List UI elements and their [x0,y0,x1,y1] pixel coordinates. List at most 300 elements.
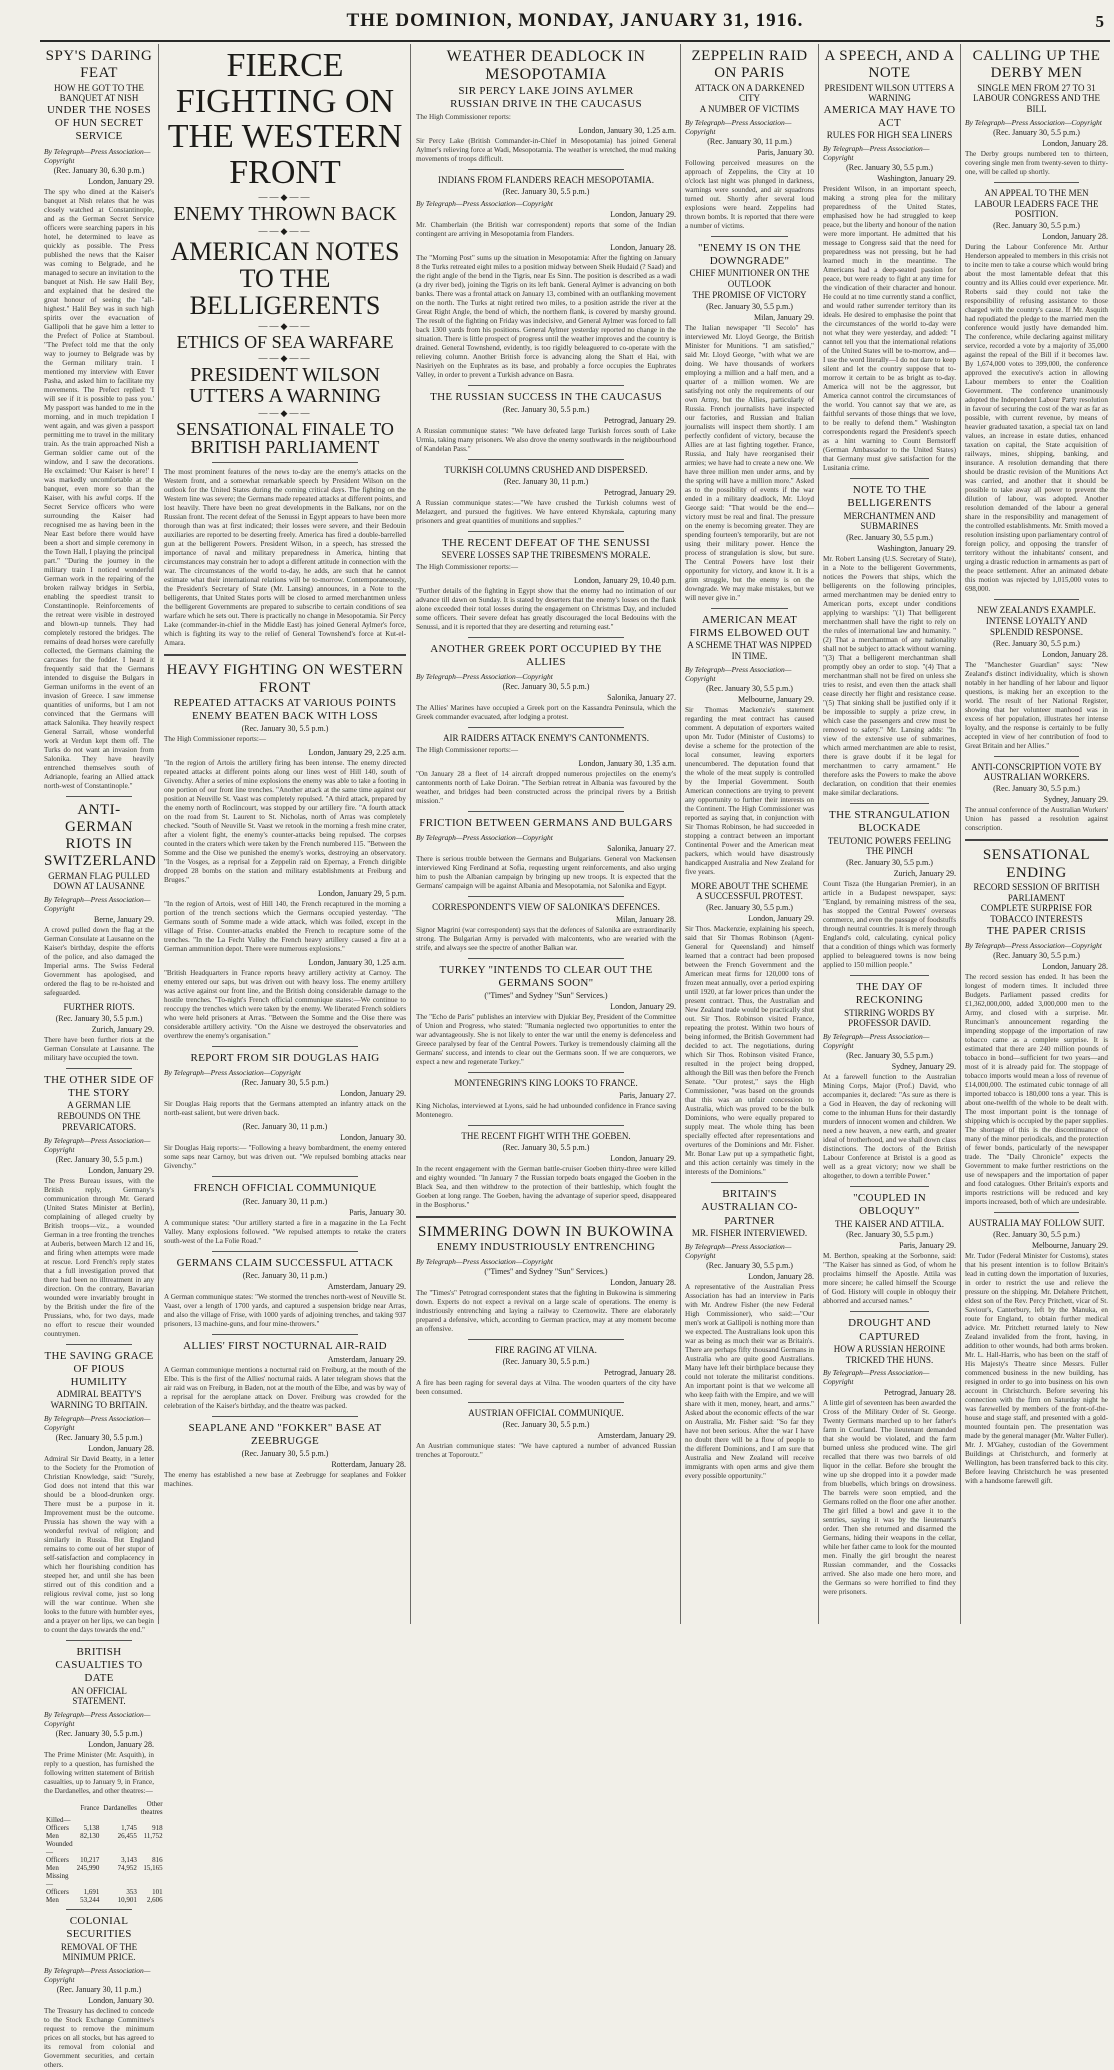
headline: ALLIES' FIRST NOCTURNAL AIR-RAID [183,1339,387,1352]
dateline: London, January 29. [88,1165,154,1175]
divider [66,1909,132,1910]
source-line: ("Times" and Sydney "Sun" Services.) [484,1267,608,1277]
table-cell: 26,455 [117,1832,137,1841]
dateline: London, January 29. [610,1002,676,1012]
table-cell: 816 [152,1856,163,1865]
headline: REPORT FROM SIR DOUGLAS HAIG [190,1052,380,1065]
article-other-side [44,1074,154,1339]
dateline: London, January 28. [610,1278,676,1288]
article-pious-humility [44,1350,154,1635]
headline: GERMANS CLAIM SUCCESSFUL ATTACK [176,1256,394,1269]
column-5 [823,48,956,1624]
masthead [40,6,1110,42]
byline: By Telegraph—Press Association—Copyright [416,1257,553,1267]
byline: By Telegraph—Press Association—Copyright [685,117,792,136]
subheadline: THE KAISER AND ATTILA. [835,1218,944,1229]
casualties-table [44,1800,165,1904]
subheadline: A NUMBER OF VICTIMS [699,104,800,115]
article-body: Sir Douglas Haig reports:— "Following a heavy bombardment, the enemy entered some saps near Carnoy, but was driven out. "We repulsed bombing attacks near Givenchy." [164,1144,406,1171]
headline: AUSTRIAN OFFICIAL COMMUNIQUE. [468,1408,624,1419]
headline: PRESIDENT WILSON UTTERS A WARNING [189,363,381,407]
table-header-cell: Dardanelles [103,1804,137,1813]
received-time: (Rec. January 30, 5.5 p.m.) [241,1078,329,1088]
subheadline: SIR PERCY LAKE JOINS AYLMER [458,84,634,97]
article-body: A little girl of seventeen has been awarded the Cross of the Military Order of St. George. Twenty Germans marched up to her father's farm in Courland. The lieutenant demanded that she would be violated, and the farm burned unless she produced wine. The girl recalled that there was two barrels of old liquor in the cellar. Before she brought the wine up she dropped into it a powder made from bluebells, which brings on drowsiness. The barrels were soon emptied, and the Germans rolled on the floor one after another. The girl filled a bowl and gave it to the sentries, saying it was by the lieutenant's order. Then she returned and disarmed the Germans, hiding their weapons in the cellar, while her father came to look for the mounted men. Finally the girl brought the nearest Russian commander, and the Cossacks arrived. She also made one hero more, and the Germans so were horrified to find they were prisoners. [823,1399,956,1597]
table-header-cell: France [80,1804,100,1813]
received-time: (Rec. January 30, 5.5 p.m.) [502,186,590,196]
article-body: The enemy has established a new base at Zeebrugge for seaplanes and Fokker machines. [164,1471,406,1489]
dateline: Paris, January 27. [619,1091,676,1101]
subheadline: LABOUR LEADERS FACE THE POSITION. [974,198,1099,220]
column-rule [158,44,159,1624]
received-time: (Rec. January 30, 5.5 p.m.) [502,1420,590,1430]
byline: By Telegraph—Press Association—Copyright [44,1135,151,1154]
article-body: The "Echo de Paris" publishes an interview with Djukiar Bey, President of the Committee of Union and Progress, who stated: "Rumania neglected two opportunities to enter the war advantageously. She is not likely to enter the war until the enemy is defenceless and Greece paralysed by fear of the Central Powers. Turkey is tremendously claiming all the Germans' success, and intends to clear out the Germans soon. If we are conquerors, we expect a new and regenerate Turkey." [416,1013,676,1067]
divider [850,478,930,479]
subheadline: ENEMY INDUSTRIOUSLY ENTRENCHING [436,1241,656,1254]
article-body: The Press Bureau issues, with the British reply, Germany's communication through Mr. Gerard (United States Minister at Berlin), complaining of alleged cruelty by British troops—viz., a wounded German in a tree fronting the trenches at Auberis, between March 12 and 16, and firing when attempts were made at rescue. Lord French's reply states that a full investigation proved that there had been no illtreatment in any direction. On the contrary, Bavarian wounded were invariably brought in by the British under the fire of the Prussians, who, for two days, made no effort to rescue their wounded countrymen. [44,1176,154,1338]
article-body: A communique states: "Our artillery started a fire in a magazine in the La Fecht Valley. Many explosions followed. "We repulsed attempts to retake the craters south-west of the La Folie Road." [164,1218,406,1245]
article-body: The Italian newspaper "Il Secolo" has interviewed Mr. Lloyd George, the British Minister for Munitions. "I am satisfied," said Mr. Lloyd George, "with what we are doing. We have thousands of workers employing a million and a half men, and a quarter of a million women. We are satisfying not only the requirements of our own Army, but the Allies, particularly of Russia. French journalists have inspected our factories, and Russian and Italian journalists will inspect them shortly. I am perfectly confident of victory, because the Allies are at last fighting together. France, Russia, and Italy have reorganised their armies; we have had to create a new one. We have three million men under arms, and by the spring will have a million more." Asked as to the possibility of events if the war ended in a military deadlock, Mr. Lloyd George said: "That would be the end—victory must be real and final. The pressure on the enemy is becoming greater. They are spending fourteen's temporarily, but are not using their military power. Hence the process of strangulation is slow, but sure. The Central Powers have lost their opportunity for victory, and know it. It is a grim struggle, but the enemy is on the downgrade. We may make mistakes, but we will never give in." [685,323,815,602]
subheadline: GERMAN FLAG PULLED DOWN AT LAUSANNE [48,870,150,892]
table-cell: 53,244 [80,1896,100,1905]
received-time: (Rec. January 30, 5.5 p.m.) [993,127,1080,137]
byline: By Telegraph—Press Association—Copyright [164,1068,301,1078]
article-body: An Austrian communique states: "We have captured a number of advanced Russian trenches at Toporoutz." [416,1442,676,1460]
received-time: (Rec. January 30, 5.5 p.m.) [502,1357,590,1367]
subheadline: RUSSIAN DRIVE IN THE CAUCASUS [450,97,642,110]
column-6 [965,48,1108,1624]
divider [212,1416,357,1417]
subheadline: TEUTONIC POWERS FEELING THE PINCH [827,835,952,857]
subheadline: ATTACK ON A DARKENED CITY [694,82,805,104]
source-line: The High Commissioner reports:— [416,746,519,755]
received-time: (Rec. January 30, 5.5 p.m.) [706,683,793,693]
headline: NOTE TO THE BELLIGERENTS [847,484,932,510]
ornament: ——◆—— [258,352,312,363]
headline: BRITISH CASUALTIES TO DATE [55,1645,143,1685]
dateline: London, January 30, 1.25 a.m. [578,126,676,136]
table-cell [75,1872,102,1888]
table-cell: 10,217 [80,1856,100,1865]
article-body: M. Berthon, speaking at the Sorbonne, said: "The Kaiser has sinned as God, of whom he proclaims himself the Apostle. Attila was more sincere; he called himself the Scourge of God. History will couple in obloquy their abhorred and accursed names." [823,1252,956,1306]
headline: THE RECENT FIGHT WITH THE GOEBEN. [461,1131,631,1142]
subheadline: PRESIDENT WILSON UTTERS A WARNING [824,82,955,104]
byline: By Telegraph—Press Association—Copyright [44,1710,151,1729]
article-body: King Nicholas, interviewed at Lyons, said he had unbounded confidence in France saving Montenegro. [416,1102,676,1120]
received-time: (Rec. January 30, 5.5 p.m.) [241,724,329,734]
headline: AMERICAN NOTES TO THE BELLIGERENTS [170,236,400,321]
article-body: Sir Thos. Mackenzie, explaining his speech, said that Sir Thomas Robinson (Agent-General for Queensland) and himself learned that a contract had been proposed between the French Government and the American meat firms for 120,000 tons of frozen meat annually, over a period expiring until 1920, at far lower prices than under the present contract. Thus, the Australian and New Zealand trade would be practically shut out. Sir Thos. Robinson visited France, repeating the protest. Within two hours of being informed, the British Government had decided to act. The negotiations, during which Sir Thos. Robinson visited France, resulted in the project being dropped, although the Bill was then before the French Senate. "Our protest," says the High Commissioner, "was based on the grounds that this was an unfair concession to Australia, which was proved to be the bulk Dominions, who were equally prepared to supply meat. The whole thing has been specially effected after representations and overtures of the Dominions and Mr. Fisher. Mr. Bonar Law put up a sympathetic fight, and this action certainly was timely in the interests of the Dominions." [685,925,814,1177]
article-body: "In the region of Artois, west of Hill 140, the French recaptured in the morning a portion of the trench sections which the Germans occupied yesterday. "The Germans south of Somme made a wide attack, which was foiled, except in the village of Frise. Counter-attacks enabled the French to recapture some of the trenches. "In the La Fecht Valley the French heavy artillery caused a fire at a German ammunition depot. There were numerous explosions." [164,900,406,954]
article-body: "British Headquarters in France reports heavy artillery activity at Carnoy. The enemy entered our saps, but was driven out with heavy loss. The enemy artillery was active against our front line, and the British doing considerable damage to the hostile trenches. "To-night's French official communique states:—We continue to reoccupy the trenches which were taken by the enemy. We liberated French soldiers who were held prisoners at Arras. "Between the Somme and the Oise there was considerable artillery activity. "On the Aisne we destroyed the observatories and overthrew the enemy's organisation." [164,969,406,1041]
article-body: President Wilson, in an important speech, making a strong plea for the military preparedness of the United States, emphasised how he had struggled to keep peace, but the liberty and honour of the nation were more important. He admitted that his message to Congress said that the need for preparedness was not pressing, but he had learned much in the meantime. The Americans had a deep-seated passion for peace, but were ready to fight at any time for the vindication of their character and honour. He could at no time currently stand a conflict, and would rather surrender territory than its ideals. He desired to emphasise the point that the circumstances of the world to-day were not what they were yesterday, and added: "I cannot tell you that the international relations of the United States will be to-morrow, and—I use the word literally—I do not dare to keep silent and let the country suppose that to-morrow it certain to be as bright as to-day. America will not be the aggressor, but America cannot control the circumstances of the world. You cannot say that we are, as faithful servants of those things that we love, to be really to defend them." Washington correspondents regard the President's speech as a hint warning to Count Bernstorff (German Ambassador to the United States) that Germany must give satisfaction for the Lusitania crime. [823,185,956,473]
divider [994,1212,1080,1213]
table-cell: 82,130 [80,1832,100,1841]
article-body: Mr. Chamberlain (the British war correspondent) reports that some of the Indian contingent are arriving in Mesopotamia from Flanders. [416,220,676,238]
received-time: (Rec. January 30, 5.5 p.m.) [993,638,1080,648]
table-cell [75,1840,102,1856]
article-colonial-securities [44,1915,154,2070]
received-time: (Rec. January 30, 5.5 p.m.) [706,1260,793,1270]
byline: By Telegraph—Press Association—Copyright [965,117,1102,127]
source-line: ("Times" and Sydney "Sun" Services.) [484,991,608,1001]
table-row [44,1864,165,1872]
column-rule [410,44,411,1624]
dateline: London, January 29. [340,1089,406,1099]
subheadline: REMOVAL OF THE MINIMUM PRICE. [60,1941,138,1963]
dateline: London, January 28. [1042,232,1108,242]
dateline: Salonika, January 27. [607,693,676,703]
headline: THE RUSSIAN SUCCESS IN THE CAUCASUS [430,390,662,403]
received-time: (Rec. January 30, 11 p.m.) [242,1270,328,1280]
received-time: (Rec. January 30, 5.5 p.m.) [993,1229,1080,1239]
headline: THE RECENT DEFEAT OF THE SENUSSI [442,536,650,549]
article-body: "On January 28 a fleet of 14 aircraft dropped numerous projectiles on the enemy's cantonments north of Lake Doiran. "The Serbian retreat in Albania was favoured by the weather, and bridges had been constructed across the principal rivers by a British mission." [416,770,676,806]
table-row [44,1888,165,1896]
divider [468,1125,624,1126]
divider [468,896,624,897]
source-line: The High Commissioner reports:— [164,735,267,744]
source-line: The High Commissioner reports: [416,113,511,122]
subheadline: INTENSE LOYALTY AND SPLENDID RESPONSE. [985,616,1088,637]
headline: SEAPLANE AND "FOKKER" BASE AT ZEEBRUGGE [188,1421,382,1448]
divider [468,1339,624,1340]
table-cell [139,1816,165,1824]
received-time: (Rec. January 30, 11 p.m.) [707,136,792,146]
divider [711,1182,788,1183]
article-body: A crowd pulled down the flag at the German Consulate at Lausanne on the Kaiser's birthday, despite the efforts of the police, and also damaged the Imperial arms. The Swiss Federal Government has apologised, and ordered the flag to be re-hoisted and safeguarded. [44,926,154,998]
headline: "COUPLED IN OBLOQUY" [853,1192,926,1218]
subheadline: FURTHER RIOTS. [63,1002,135,1013]
dateline: Zurich, January 29. [893,869,956,879]
received-time: (Rec. January 30, 11 p.m.) [503,476,589,486]
divider [994,599,1080,600]
column-1 [44,48,163,2070]
divider [468,169,624,170]
divider [66,1068,132,1069]
received-time: (Rec. January 30, 5.5 p.m.) [993,221,1080,231]
divider [468,1402,624,1403]
byline: By Telegraph—Press Association—Copyright [44,146,151,165]
ornament: ——◆—— [258,191,312,202]
subheadline: AMERICA MAY HAVE TO ACT [823,104,956,130]
dateline: Amsterdam, January 29. [597,1431,676,1441]
article-body: The Prime Minister (Mr. Asquith), in reply to a question, has furnished the following written statement of British casualties, up to January 9, in France, the Dardanelles, and other theatres:— [44,1751,154,1796]
byline: By Telegraph—Press Association—Copyright [823,1368,930,1387]
table-cell [139,1840,165,1856]
headline: AN APPEAL TO THE MEN [984,187,1089,198]
dateline: London, January 29. [88,176,154,186]
dateline: London, January 28. [1042,962,1108,972]
divider [468,811,624,812]
headline: COLONIAL SECURITIES [66,1915,132,1941]
headline: CORRESPONDENT'S VIEW OF SALONIKA'S DEFENCES. [432,902,660,913]
article-body: Admiral Sir David Beatty, in a letter to the Society for the Promotion of Christian Knowledge, said: "Surely, God does not intend that this war should be a blood-drunken orgy. There must be a purpose in it. Improvement must be the outcome. Prussia has shown the way with a wonderful revival of religion; and similarly in Russia. But England remains to come out of her stupor of self-satisfaction and complacency in which her flourishing condition has steeped her, and until she has been stirred out of this condition and a religious revival come, just so long will the war continue. When she looks to the future with humbler eyes, and a prayer on her lips, we can begin to count the days towards the end." [44,1454,154,1634]
divider [468,385,624,386]
article-body: "Further details of the fighting in Egypt show that the enemy had no intimation of our advance till dawn on Sunday. It is stated by deserters that the enemy's losses on the flank alone exceeded their total losses during the engagement on Christmas Day, and included some officers. Their severe defeat has greatly discouraged the local Bedouins with the Senussi, and it is reported that they are deserting and returning east." [416,586,676,631]
divider [212,1334,357,1335]
dateline: Petrograd, January 29. [604,487,676,497]
ornament: ——◆—— [258,225,312,236]
dateline: London, January 30, 1.35 a.m. [578,759,676,769]
divider [66,1344,132,1345]
table-cell: 2,606 [146,1896,163,1905]
headline: "ENEMY IS ON THE DOWNGRADE" [697,241,802,268]
headline: FRICTION BETWEEN GERMANS AND BULGARS [419,817,673,830]
dateline: Petrograd, January 28. [884,1388,956,1398]
table-row [44,1816,165,1824]
column-3 [416,48,676,1624]
byline: By Telegraph—Press Association—Copyright [823,1032,930,1051]
dateline: London, January 28. [610,242,676,252]
article-body: At a farewell function to the Australian Mining Corps, Major (Prof.) David, who accompanies it, declared: "As sure as there is a God in Heaven, the day of reckoning will come to the inhuman Huns for their dastardly murders of innocent women and children. We need a new heaven, a new earth, and greater ideal of brotherhood, and we shall down class distinctions. The doctors of the British Labour Conference at Bristol is a good as well as a great victory; now we shall be altogether, to down a terrible Power." [823,1073,956,1181]
headline: NEW ZEALAND'S EXAMPLE. [977,605,1096,616]
dateline: Paris, January 29. [899,1241,956,1251]
table-cell [101,1872,138,1888]
divider [850,803,930,804]
dateline: London, January 28. [1042,138,1108,148]
byline: By Telegraph—Press Association—Copyright [44,1966,151,1985]
article-body: A fire has been raging for several days at Vilna. The wooden quarters of the city have been consumed. [416,1379,676,1397]
article-body: The "Manchester Guardian" says: "New Zealand's distinct individuality, which is shown notably in her handling of her labour and liquor questions, is making her an exception to the world. The result of her National Register, showing that her volunteer manhood was in excess of her population, illustrates her intense loyalty, and the response is certainly to be fully accepted in view of her contribution of food to Great Britain and her Allies." [965,660,1108,750]
article-body: The Derby groups numbered ten to thirteen, covering single men from twenty-seven to thirty-one, will be called up shortly. [965,149,1108,176]
dateline: London, January 30, 1.25 a.m. [308,958,406,968]
subheadline: THE PROMISE OF VICTORY [692,289,807,300]
table-cell: Men [46,1896,59,1905]
main-headline: FIERCE FIGHTING ON THE WESTERN FRONT [167,47,403,192]
divider [468,727,624,728]
dateline: Sydney, January 29. [891,1062,956,1072]
divider [850,1186,930,1187]
dateline: Zurich, January 29. [91,1025,154,1035]
divider [468,531,624,532]
dateline: Washington, January 29. [877,174,956,184]
article-body: The spy who dined at the Kaiser's banquet at Nish relates that he was closely watched at Constantinople, and as the German Secret Service officers were searching papers in his hotel, he determined to leave as quickly as possible. The Press published the news that the Kaiser was coming to Belgrade, and he managed to secure an invitation to the banquet at Nish. He saw Halil Bey, and explained that he desired the great honour of seeing the "all-highest." Halil Bey was in such high spirits over the evacuation of Gallipoli that he gave him a letter to the Prefect of Police at Stamboul. "The Prefect told me that the only way to journey to Belgrade was by the German military train. I mentioned my interview with Enver Pasha, and asked him to facilitate my movements. The Prefect replied: 'I will see if it is possible to pass you.' My passport was handed to me in the morning, and in much trepidation I went again, and was given a passport permitting me to travel in the military train. As the train approached Nish a German soldier came out of the window, and I saw the decorations. He exclaimed: 'Our Kaiser is here!' I was markedly uncomfortable at the banquet, even more so than the Kaiser, with his awful corps. If the Secret Service officers who were surrounding the Kaiser had recognised me as having been in the Near East before there would have been a short and simple ceremony in the Town Hall, I playing the principal part." "During the journey in the military train I noticed wonderful German work in the repairing of the broken railway bridges in Serbia, enabling the speediest transit to Constantinople. Reinforcements of the retreat were visible in destroyed and blown-up tunnels. They had completely restored the bridges. The remains of dead horses were carefully collected, the Germans claiming the carcases for the fodder. I heard it frequently said that the Germans intended to disguise the Bulgars in German uniforms in the event of an invasion of Greece. I saw immense quantities of uniforms, but I am not convinced that the Germans will attack Salonika. They heavily respect General Sarrail, whose wonderful work at Verdun kept them off. The Turks do not want an invasion from Salonika. They have heavily entrenched themselves south of Adrianople, fearing an Allied attack north-west of Constantinople." [44,187,154,790]
headline: DROUGHT AND CAPTURED [848,1317,931,1343]
article-body: In the recent engagement with the German battle-cruiser Goeben thirty-three were killed and eighty wounded. "In January 7 the Russian torpedo boats engaged the Goeben in the Black Sea, and then withdrew to the protection of their battleship, which fought the Goeben at long range. The Goeben, having the advantage of superior speed, disappeared in the Bosphorus." [416,1165,676,1210]
article-body: The "Times's" Petrograd correspondent states that the fighting in Bukowina is simmering down. Experts do not expect a revival on a large scale of operations. The enemy is industriously entrenching and laying a railway to Czernowitz. There are elaborately prepared a defensive, which, according to German practice, may at any moment become an offensive. [416,1289,676,1334]
article-body: Signor Magrini (war correspondent) says that the defences of Salonika are extraordinarily strong. The Bulgarian Army is pervaded with malcontents, who are wearied with the strife, and always see the spectre of another Balkan war. [416,926,676,953]
received-time: (Rec. January 30, 5.5 p.m.) [502,1143,590,1153]
subheadline: SINGLE MEN FROM 27 TO 31 [977,82,1096,93]
headline: MONTENEGRIN'S KING LOOKS TO FRANCE. [454,1078,638,1089]
headline: THE SAVING GRACE OF PIOUS HUMILITY [44,1349,154,1389]
headline: FIRE RAGING AT VILNA. [495,1345,597,1356]
table-row [44,1840,165,1856]
table-header-row [44,1800,165,1816]
headline: ETHICS OF SEA WARFARE [176,331,394,352]
headline: FRENCH OFFICIAL COMMUNIQUE [193,1182,377,1195]
table-cell: 353 [126,1888,137,1897]
column-rule [960,44,961,1624]
article-body: A Russian communique states:—"We have crushed the Turkish columns west of Melazgert, and pursued the fugitives. We have entered Khynskala, capturing many prisoners and great quantities of munitions and supplies." [416,498,676,525]
table-cell: Killed— [46,1816,71,1825]
subheadline: A GERMAN LIE REBOUNDS ON THE PREVARICATORS. [57,1100,141,1133]
masthead-title: THE DOMINION, MONDAY, JANUARY 31, 1916. [346,10,804,31]
article-body: A representative of the Australian Press Association has had an interview in Paris with Mr. Andrew Fisher (the new Federal High Commissioner), who said:—"Our men's work at Gallipoli is nothing more than we expected. The Australians look upon this war as being as much their war as Britain's. There are perhaps fifty thousand Germans in Australia who are quite good Australians. Many have left their birthplace because they could not tolerate the militarist conditions. An important point is that we welcome all who keep faith with the Empire, and we will share with it men, money, heart, and arms." Asked about the economic effects of the war on Australia, Mr. Fisher said: "So far they have not been serious. After the war I have no doubt there will be a flow of people to the different Dominions, and I am sure that Australia and New Zealand will receive immigrants with open arms and give them every possible opportunity." [685,1282,814,1480]
headline: SENSATIONAL FINALE TO BRITISH PARLIAMENT [176,418,394,458]
ornament: ——◆—— [258,407,312,418]
subheadline: AN OFFICIAL STATEMENT. [71,1685,127,1707]
subheadline: RECORD SESSION OF BRITISH PARLIAMENT [973,881,1100,903]
dateline: Paris, January 30. [757,147,814,157]
divider [468,958,624,959]
received-time: (Rec. January 30, 5.5 p.m.) [993,951,1080,961]
table-cell: Men [46,1832,59,1841]
dateline: London, January 29, 10.40 p.m. [574,575,676,585]
subheadline: A SCHEME THAT WAS NIPPED IN TIME. [687,640,812,661]
table-cell: 1,745 [121,1824,137,1833]
divider [850,1311,930,1312]
ornament: ——◆—— [258,320,312,331]
table-row [44,1896,165,1904]
column-rule [680,44,681,1624]
received-time: (Rec. January 30, 5.5 p.m.) [846,1230,933,1240]
table-cell: 74,952 [117,1864,137,1873]
subheadline: ADMIRAL BEATTY'S WARNING TO BRITAIN. [50,1389,148,1411]
dateline: Washington, January 29. [877,544,956,554]
received-time: (Rec. January 30, 5.5 p.m.) [846,163,933,173]
divider [66,1640,132,1641]
table-cell: 5,138 [83,1824,100,1833]
received-time: (Rec. January 30, 5.5 p.m.) [706,301,793,311]
article-british-casualties [44,1645,163,1905]
article-body: Count Tisza (the Hungarian Premier), in an article in a Budapest newspaper, says: "England, by remaining mistress of the sea, has stopped the Central Powers' overseas commerce, and even the passage of foodstuffs through neutral countries. It is merely through England's cold, calculating, cynical policy that a condition of things which was formerly applied to beleaguered towns is now being applied to 150 million people." [823,880,956,970]
subheadline: RULES FOR HIGH SEA LINERS [826,130,953,141]
table-cell [75,1816,102,1824]
headline: THE OTHER SIDE OF THE STORY [44,1074,154,1100]
headline: A SPEECH, AND A NOTE [824,48,955,82]
divider [212,462,357,463]
headline: WEATHER DEADLOCK IN MESOPOTAMIA [446,48,646,84]
subheadline: THE PAPER CRISIS [986,924,1087,937]
divider [416,1216,676,1218]
article-spys-daring-feat [44,48,154,791]
article-body: The Treasury has declined to concede to the Stock Exchange Committee's request to remove the minimum prices on all stocks, but has agreed to its removal from colonial and Government securities, and certain others. [44,2007,154,2070]
dateline: London, January 28. [748,1271,814,1281]
headline: HEAVY FIGHTING ON WESTERN FRONT [166,662,404,696]
table-cell: Wounded— [46,1840,73,1857]
table-cell: Officers [46,1888,69,1897]
article-body: Sir Percy Lake (British Commander-in-Chief in Mesopotamia) has joined General Aylmer's relieving force at Wadi, Mesopotamia. The weather is wretched, the mud making movements of troops difficult. [416,137,676,164]
subheadline: MR. FISHER INTERVIEWED. [691,1227,808,1238]
dateline: Melbourne, January 29. [738,694,814,704]
received-time: (Rec. January 30, 6.30 p.m.) [53,165,145,175]
dateline: London, January 28. [88,1443,154,1453]
dateline: Amsterdam, January 29. [327,1354,406,1364]
article-body: The Allies' Marines have occupied a Greek port on the Kassandra Peninsula, which the Greek commander evacuated, after lodging a protest. [416,704,676,722]
byline: By Telegraph—Press Association—Copyright [416,672,553,682]
dateline: London, January 29. [610,1154,676,1164]
byline: By Telegraph—Press Association—Copyright [965,941,1102,951]
received-time: (Rec. January 30, 11 p.m.) [56,1985,142,1995]
divider [994,756,1080,757]
article-body: There is serious trouble between the Germans and Bulgarians. General von Mackensen interviewed King Ferdinand at Sofia, requesting urgent reinforcements, and also urging him to push the Albanian campaign by bringing up new troops. It is expected that the Germans' campaign will be against Albania and Mesopotamia, not Salonika and Egypt. [416,855,676,891]
article-body: Mr. Robert Lansing (U.S. Secretary of State), in a Note to the belligerent Governments, notices the Powers that ships, which the belligerents on the following principles, armed merchantmen may be denied entry to American ports, except under conditions applying to warships: "(1) That belligerent merchantmen shall have the right to rely on the rules of international law and humanity. "(2) That a merchantman of any nationality shall not be subject to attack without warning. "(3) That a belligerent merchantman shall promptly obey an order to stop. "(4) That a merchantman shall not be fired on unless she tries to resist, and even then the attack shall cease directly her flight and resistance cease. "(5) That sinking shall be justified only if it be impossible to supply a prize crew, in which case the passengers and crew must be removed to safety." Mr. Lansing adds: "In view of the extensive use of submarines, which armed merchantmen are able to resist, there is grave doubt if it be legal for merchantmen to carry armament." He therefore asks the Powers to make the above declaration, on condition that their enemies make similar declarations. [823,555,956,798]
dateline: Milan, January 29. [754,312,814,322]
table-row [44,1832,165,1840]
received-time: (Rec. January 30, 5.5 p.m.) [241,1449,329,1459]
headline: SPY'S DARING FEAT [45,48,153,82]
table-cell: Officers [46,1856,69,1865]
headline: THE STRANGULATION BLOCKADE [829,809,950,835]
divider [468,637,624,638]
subheadline: HOW A RUSSIAN HEROINE TRICKED THE HUNS. [833,1343,946,1365]
divider [994,182,1080,183]
divider [468,459,624,460]
table-row [44,1824,165,1832]
article-body: A Russian communique states: "We have defeated large Turkish forces south of Lake Urmia, taking many prisoners. We also drove the enemy southwards in the neighbourhood of Kandelan Pass." [416,427,676,454]
article-body: The annual conference of the Australian Workers' Union has passed a resolution against conscription. [965,806,1108,833]
column-2 [164,48,406,1624]
byline: By Telegraph—Press Association—Copyright [44,895,151,914]
headline: ZEPPELIN RAID ON PARIS [691,48,808,82]
received-time: (Rec. January 30, 5.5 p.m.) [55,1154,143,1164]
news-summary: The most prominent features of the news to-day are the enemy's attacks on the Western front, and a somewhat remarkable speech by President Wilson on the outlook for the United States during the coming critical days. The fighting on the Western line was severe; the Germans made repeated attacks at different points, and lost heavily. There have been no great developments in the Balkans, nor on the Russian front. The recent defeat of the Senussi in Egypt appears to have been more thorough than was at first indicated; their losses were severe, and their Bedouin auxiliaries are reported to be deserting freely. America has fired a double-barrelled gun at the belligerent Powers. President Wilson, in a speech, has stressed the importance of naval and military preparedness in America, hinting that circumstances may constrain her to adopt a different attitude in connection with the war. The circumstances of the world to-day, he adds, are such that he cannot estimate what their international relations will be to-morrow. Contemporaneously, the President's Secretary of State (Mr. Lansing) announces, in a Note to the belligerents, that United States ports will be closed to armed merchantmen unless the belligerent Governments are prepared to subscribe to certain conditions of sea warfare which he sets out. There is practically no change in Mesopotamia. Sir Percy Lake (commander-in-chief in the Middle East) has joined General Aylmer's force, which is fighting its way to the relief of General Townshend's force at Kut-el-Amara. [164,468,406,648]
dateline: London, January 29. [610,209,676,219]
dateline: London, January 30. [88,1996,154,2006]
table-cell: 15,165 [143,1864,163,1873]
headline: ENEMY THROWN BACK [173,202,397,225]
table-cell: 918 [152,1824,163,1833]
headline: CALLING UP THE DERBY MEN [972,48,1101,82]
subheadline: LABOUR CONGRESS AND THE BILL [972,93,1101,115]
article-body: The "Morning Post" sums up the situation in Mesopotamia: After the fighting on January 8 the Turks retreated eight miles to a position midway between Sheik Hudaid (? Saad) and the right angle of the bend in the Tigris, near Es Sinn. The position is described as a wadi (a dry river bed), joining the Tigris on its left bank. General Aylmer is advancing on both banks. There was a frontal attack on January 13, combined with an outflanking movement on the north. The Turks at night retired two miles, to a position astride the river at the Great Right Angle, the bend of which, the northern flank, is covered by marshy ground. The result of the fighting on Friday was indecisive, and General Aylmer was forced to fall back 1300 yards from his positions. General Aylmer yesterday reported no change in the situation. There is little prospect of progress until the weather improves and the country is drained. General Townshend, evidently, is too rigidly beleaguered to co-operate with the relieving column. Another British force is advancing along the Shatt el Hai, with Nasiriyeh on the Euphrates as its base, and probably a force occupies the Euphrates Valley, in order to prevent a Turkish advance on Basra. [416,253,676,379]
column-4 [685,48,814,1624]
table-cell: 11,752 [143,1832,163,1841]
subheadline: COMPLETE SURPRISE FOR TOBACCO INTERESTS [980,903,1093,925]
article-body: There have been further riots at the German Consulate at Lausanne. The military have occupied the town. [44,1036,154,1063]
source-line: The High Commissioner reports:— [416,562,519,571]
headline: TURKEY "INTENDS TO CLEAR OUT THE GERMANS SOON" [439,964,653,990]
divider [711,608,788,609]
divider [212,1251,357,1252]
article-body: "In the region of Artois the artillery firing has been intense. The enemy directed repeated attacks at different points along our lines west of Hill 140, south of Givenchy. After a series of mine explosions the enemy was able to take a footing in one portion of our front line trenches. "Another attack at the same time against our position at Neuville St. Vaast was completely repulsed. "A third attack, prepared by the enemy north of Roclincourt, was stopped by our artillery fire. "A fourth attack on the road from St. Laurent to St. Nicholas, north of Arras was completely checked. "South of Neuville St. Vaast we retook in the morning a fresh mine crater, after a violent fight, the enemy's counter-attacks being repulsed. The corpses counted in the craters which were taken by the French numbered 115. "Between the Somme and the Oise we punished the enemy's works, destroying an observatory. "In the Vosges, as a reprisal for a Zeppelin raid on Epernay, a French dirigible dropped 28 bombs on the station and military establishments at Freiburg and Bruges." [164,759,406,885]
subheadline: CHIEF MUNITIONER ON THE OUTLOOK [689,268,810,290]
table-cell [139,1872,165,1888]
article-anti-german-riots [44,801,157,1063]
divider [468,1072,624,1073]
headline: INDIANS FROM FLANDERS REACH MESOPOTAMIA. [437,175,655,186]
divider [212,1046,357,1047]
article-body: Mr. Tudor (Federal Minister for Customs), states that his present intention is to follow Britain's lead in cutting down the importation of luxuries, in order to restrict the use and relieve the pressure on the shipping. Mr. Delahere Pritchett, eldest son of the Rev. Percy Pritchett, vicar of St. Saviour's, Canterbury, left by the Manuka, en route for England, to obtain further medical advice. Mr. Pritchett returned lately to New Zealand invalided from the front, having, in addition to other wounds, had both arms broken. Mr. L. Hall-Harris, who has been on the staff of His Majesty's Theatre since Messrs. Fuller commenced business in the new building, has resigned in order to go into business on his own account in Christchurch. Before severing his connection with the firm on Saturday night he was farewelled by members of the front-of-the-house and stage staff, and presented with a gold-mounted fountain pen. The presentation was made by the general manager (Mr. Walter Fuller). Mr. J. M'Gahey, custodian of the Government Buildings at Christchurch, and formerly at Wellington, has been transferred back to this city. Before leaving Christchurch he was presented with a handsome farewell gift. [965,1251,1108,1485]
subheadline: HOW HE GOT TO THE BANQUET AT NISH [54,82,144,104]
subheadline: ENEMY BEATEN BACK WITH LOSS [192,710,378,722]
divider [850,975,930,976]
table-cell: 1,691 [83,1888,100,1897]
received-time: (Rec. January 30, 5.5 p.m.) [55,1729,143,1739]
dateline: Amsterdam, January 29. [327,1281,406,1291]
subheadline: MORE ABOUT THE SCHEME [691,880,808,891]
article-body: Sir Thomas Mackenzie's statement regarding the meat contract has caused comment. A deputation of exporters waited upon Mr. Tudor (Minister of Customs) to devise a scheme for the protection of the local consumer, leaving exporters unencumbered. The deputation found that the whole of the meat supply is controlled by the Imperial Government. South American connections are trying to prevent any opportunity to further their interests on the Continent. The High Commissioner was reported as saying that, in conjunction with Sir Thomas Robinson, he had succeeded in stopping a contract between an important Continental Power and the American meat packers, which would have disastrously handicapped Australia and New Zealand for five years. [685,705,814,876]
article-body: During the Labour Conference Mr. Arthur Henderson appealed to members in this crisis not to incite men to take a course which would bring about the most lamentable defeat that this country and its Allies could ever experience. Mr. Roberts said they could not take the responsibility of refusing assistance to those charged with the country's cause. If Mr. Asquith had repudiated the pledge to the married men the conference would justly have demanded him. The conference, while declaring against military service, recorded a vote by a majority of 35,000 against the repeal of the Bill if it becomes law. By 1,674,000 votes to 399,000, the conference approved the executive's action in allowing Labour members to enter the Coalition Government. The conference unanimously adopted the Independent Labour Party resolution in favour of securing the cost of the war as far as possible, with current revenue, by means of heavier graduated taxation, a special tax on land values, an increase in estate duties, enhanced taxation on capital, the State acquisition of railways, mines, shipping, banking, and insurance. A resolution demanding that there should be drastic revision of the Munitions Act was carried, and another that it should be possible to take away all power to prevent the dilution of labour, was adopted. Another resolution demanded of the labour a general share in the responsibility and management of the controlled establishments. Mr. Smith moved a resolution insisting upon parliamentary control of foreign policy, and opposing the transfer of territory without the inhabitants' consent, and urging a drastic reduction in armaments as part of the peace settlement. After an animated debate this motion was rejected by 1,015,000 votes to 698,000. [965,243,1108,594]
dateline: Rotterdam, January 28. [331,1460,406,1470]
received-time: (Rec. January 30, 5.5 p.m.) [55,1014,143,1024]
headline: BRITAIN'S AUSTRALIAN CO-PARTNER [701,1188,798,1227]
dateline: Milan, January 28. [616,915,676,925]
received-time: (Rec. January 30, 5.5 p.m.) [706,903,793,913]
divider [164,654,406,656]
dateline: Berne, January 29. [94,915,154,925]
table-cell: Missing— [46,1872,69,1889]
dateline: Salonika, January 27. [607,844,676,854]
page-number: 5 [1095,12,1104,31]
headline: ANTI-CONSCRIPTION VOTE BY AUSTRALIAN WORKERS. [971,761,1102,783]
received-time: (Rec. January 30, 5.5 p.m.) [846,533,933,543]
received-time: (Rec. January 30, 5.5 p.m.) [502,682,590,692]
dateline: Paris, January 30. [349,1207,406,1217]
